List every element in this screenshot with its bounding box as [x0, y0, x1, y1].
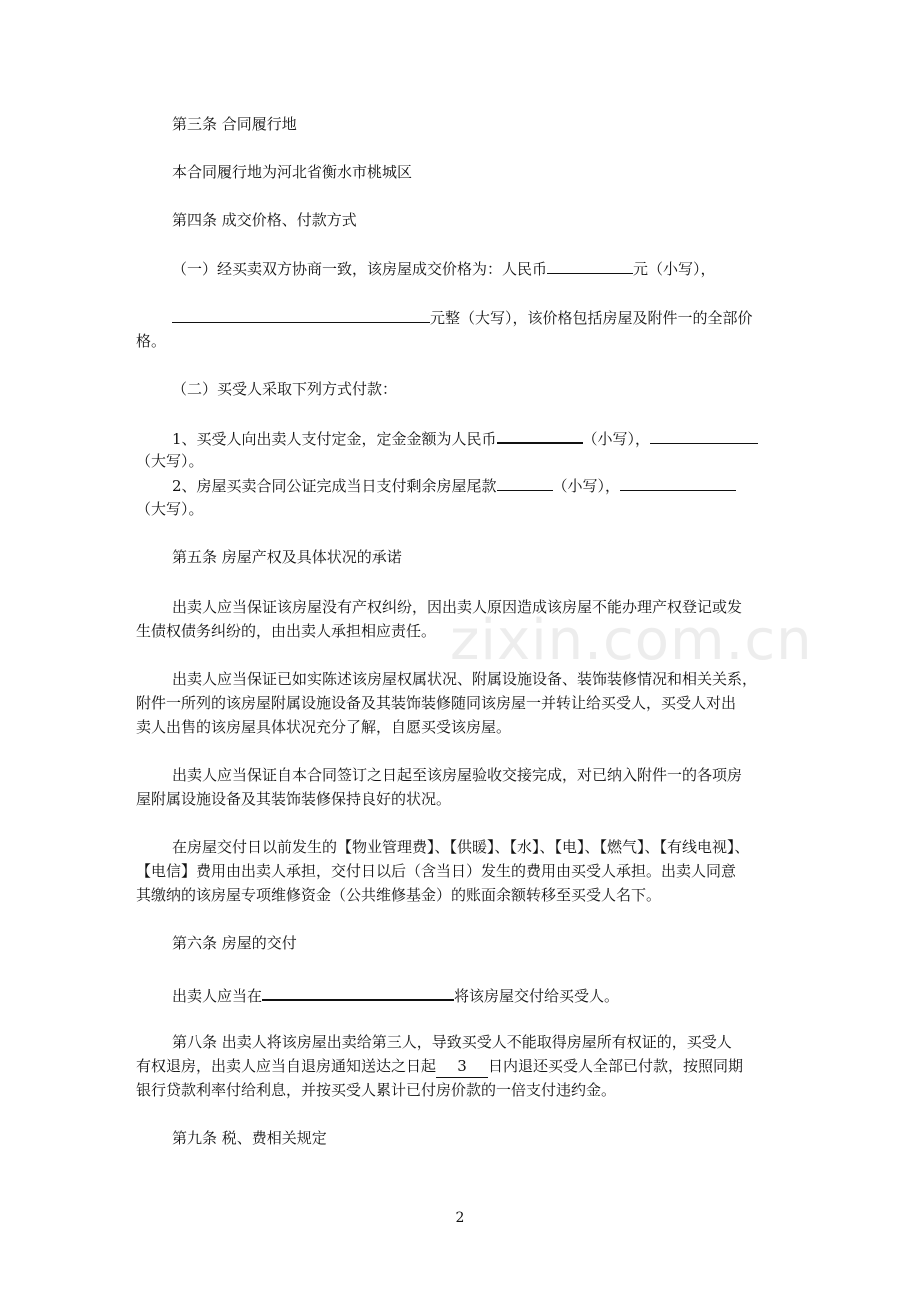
delivery-date-blank	[262, 983, 454, 1001]
article-5-p1-line2: 生债权债务纠纷的，由出卖人承担相应责任。	[136, 622, 437, 640]
deposit-uppercase-blank	[650, 427, 758, 444]
payment-item-1-cont: （大写）。	[136, 452, 204, 470]
price-lowercase-blank	[547, 257, 633, 274]
article-8-line3: 银行贷款利率付给利息，并按买受人累计已付房价款的一倍支付违约金。	[136, 1081, 617, 1099]
article-3-body: 本合同履行地为河北省衡水市桃城区	[172, 163, 413, 181]
article-6-body	[172, 983, 619, 1007]
payment-item-2	[172, 474, 736, 497]
price-text-2: 元（小写），	[633, 260, 716, 278]
article-5-p2-line3: 卖人出售的该房屋具体状况充分了解，自愿买受该房屋。	[136, 718, 512, 736]
article-8-line2	[136, 1055, 743, 1078]
article-5-p1-line1: 出卖人应当保证该房屋没有产权纠纷，因出卖人原因造成该房屋不能办理产权登记或发	[172, 598, 743, 616]
article-5-p3-line1: 出卖人应当保证自本合同签订之日起至该房屋验收交接完成，对已纳入附件一的各项房	[172, 766, 743, 784]
delivery-text-2: 将该房屋交付给买受人。	[454, 987, 620, 1005]
price-text-3: 元整（大写），该价格包括房屋及附件一的全部价	[430, 309, 753, 327]
refund-text: 有权退房，出卖人应当自退房通知送达之日起	[136, 1057, 437, 1075]
article-4-payment-method: （二）买受人采取下列方式付款：	[172, 380, 398, 398]
price-uppercase-blank	[172, 306, 430, 323]
delivery-text: 出卖人应当在	[172, 987, 263, 1005]
article-3-title: 第三条 合同履行地	[172, 115, 297, 133]
balance-text-2: （小写），	[552, 477, 621, 495]
refund-text-2: 日内退还买受人全部已付款，按照同期	[488, 1057, 744, 1075]
article-5-title: 第五条 房屋产权及具体状况的承诺	[172, 548, 402, 566]
article-5-p4-line1: 在房屋交付日以前发生的【物业管理费】、【供暖】、【水】、【电】、【燃气】、【有线电视】、	[172, 838, 750, 856]
payment-item-2-cont: （大写）。	[136, 500, 204, 518]
article-4-price-line	[172, 257, 716, 280]
page-number: 2	[455, 1210, 465, 1226]
article-5-p4-line2: 【电信】费用由出卖人承担，交付日以后（含当日）发生的费用由买受人承担。出卖人同意	[136, 862, 737, 880]
article-5-p2-line1: 出卖人应当保证已如实陈述该房屋权属状况、附属设施设备、装饰装修情况和相关关系，	[172, 670, 758, 688]
deposit-lowercase-blank	[497, 426, 583, 444]
article-8-line1: 第八条 出卖人将该房屋出卖给第三人，导致买受人不能取得房屋所有权证的，买受人	[172, 1033, 732, 1051]
article-9-title: 第九条 税、费相关规定	[172, 1129, 327, 1147]
price-text: （一）经买卖双方协商一致，该房屋成交价格为：人民币	[172, 260, 548, 278]
article-6-title: 第六条 房屋的交付	[172, 934, 297, 952]
deposit-text-2: （小写），	[582, 430, 651, 448]
article-4-price-line-3: 格。	[136, 332, 167, 350]
watermark: zixin.com.cn	[450, 608, 813, 673]
article-5-p3-line2: 屋附属设施设备及其装饰装修保持良好的状况。	[136, 790, 452, 808]
balance-uppercase-blank	[620, 474, 736, 491]
article-4-title: 第四条 成交价格、付款方式	[172, 211, 357, 229]
payment-item-1	[172, 426, 758, 450]
balance-text: 2、房屋买卖合同公证完成当日支付剩余房屋尾款	[172, 477, 497, 495]
article-4-price-line-2	[172, 306, 753, 329]
balance-lowercase-blank	[497, 474, 553, 491]
article-5-p2-line2: 附件一所列的该房屋附属设施设备及其装饰装修随同该房屋一并转让给买受人，买受人对出	[136, 694, 737, 712]
deposit-text: 1、买受人向出卖人支付定金，定金金额为人民币	[172, 430, 497, 448]
article-5-p4-line3: 其缴纳的该房屋专项维修资金（公共维修基金）的账面余额转移至买受人名下。	[136, 886, 662, 904]
refund-days-value: 3	[436, 1055, 488, 1078]
